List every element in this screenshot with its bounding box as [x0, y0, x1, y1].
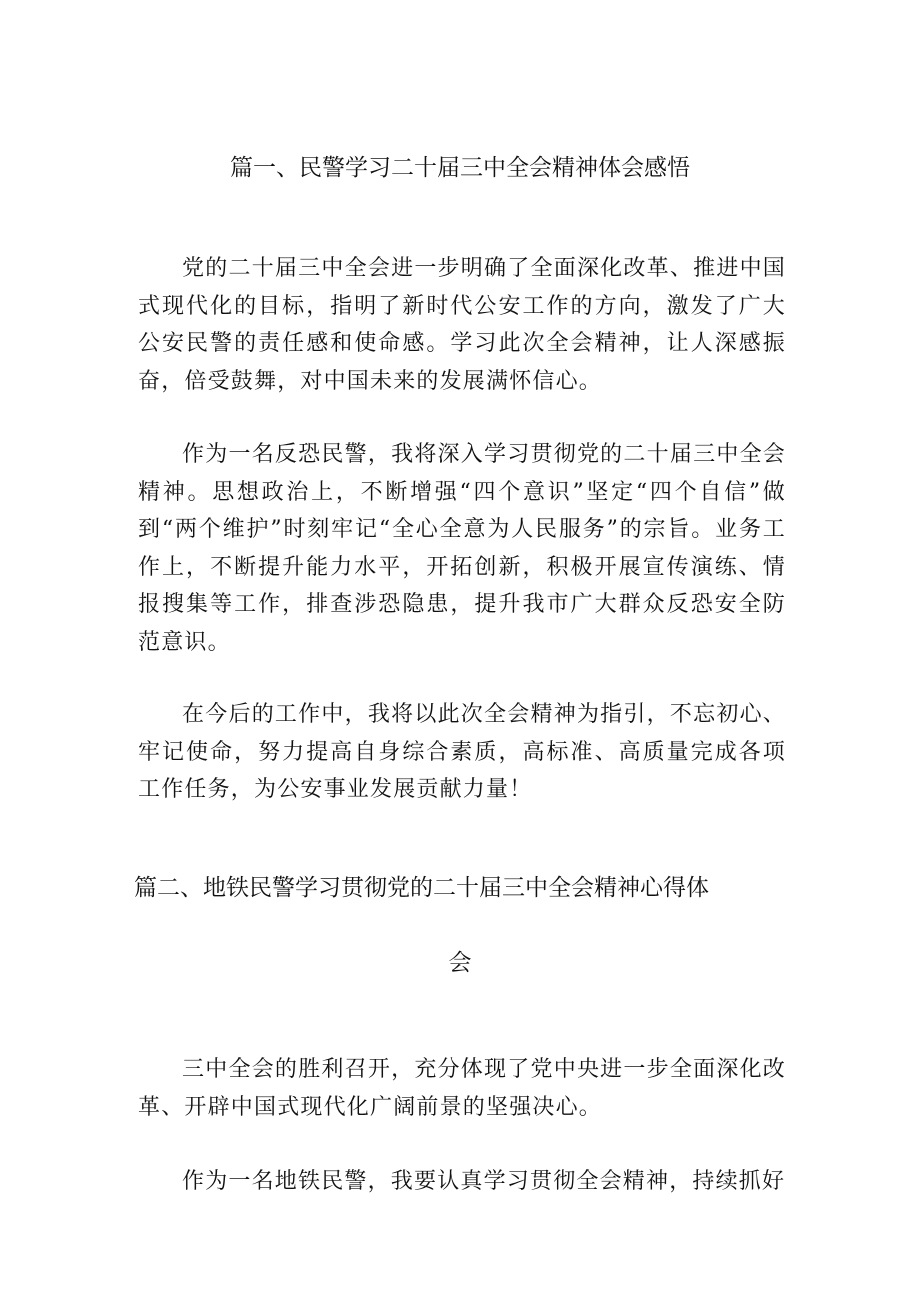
- section2-title-line2: 会: [448, 950, 472, 976]
- section2-paragraph-1: 三中全会的胜利召开，充分体现了党中央进一步全面深化改革、开辟中国式现代化广阔前景的坚强决心。: [138, 1057, 786, 1120]
- section2-paragraph-2: 作为一名地铁民警，我要认真学习贯彻全会精神，持续抓好: [182, 1169, 786, 1194]
- section1-title: 篇一、民警学习二十届三中全会精神体会感悟: [230, 155, 690, 181]
- section1-paragraph-1: 党的二十届三中全会进一步明确了全面深化改革、推进中国式现代化的目标，指明了新时代公安工作的方向，激发了广大公安民警的责任感和使命感。学习此次全会精神，让人深感振奋，倍受鼓舞，对中国未来的发展满怀信心。: [138, 256, 786, 394]
- section2-title-line1: 篇二、地铁民警学习贯彻党的二十届三中全会精神心得体: [134, 875, 709, 901]
- section1-paragraph-2: 作为一名反恐民警，我将深入学习贯彻党的二十届三中全会精神。思想政治上，不断增强“四个意识”坚定“四个自信”做到“两个维护”时刻牢记“全心全意为人民服务”的宗旨。业务工作上，不断提升能力水平，开拓创新，积极开展宣传演练、情报搜集等工作，排查涉恐隐患，提升我市广大群众反恐安全防范意识。: [138, 442, 786, 655]
- section1-paragraph-3: 在今后的工作中，我将以此次全会精神为指引，不忘初心、牢记使命，努力提高自身综合素质，高标准、高质量完成各项工作任务，为公安事业发展贡献力量！: [138, 702, 786, 803]
